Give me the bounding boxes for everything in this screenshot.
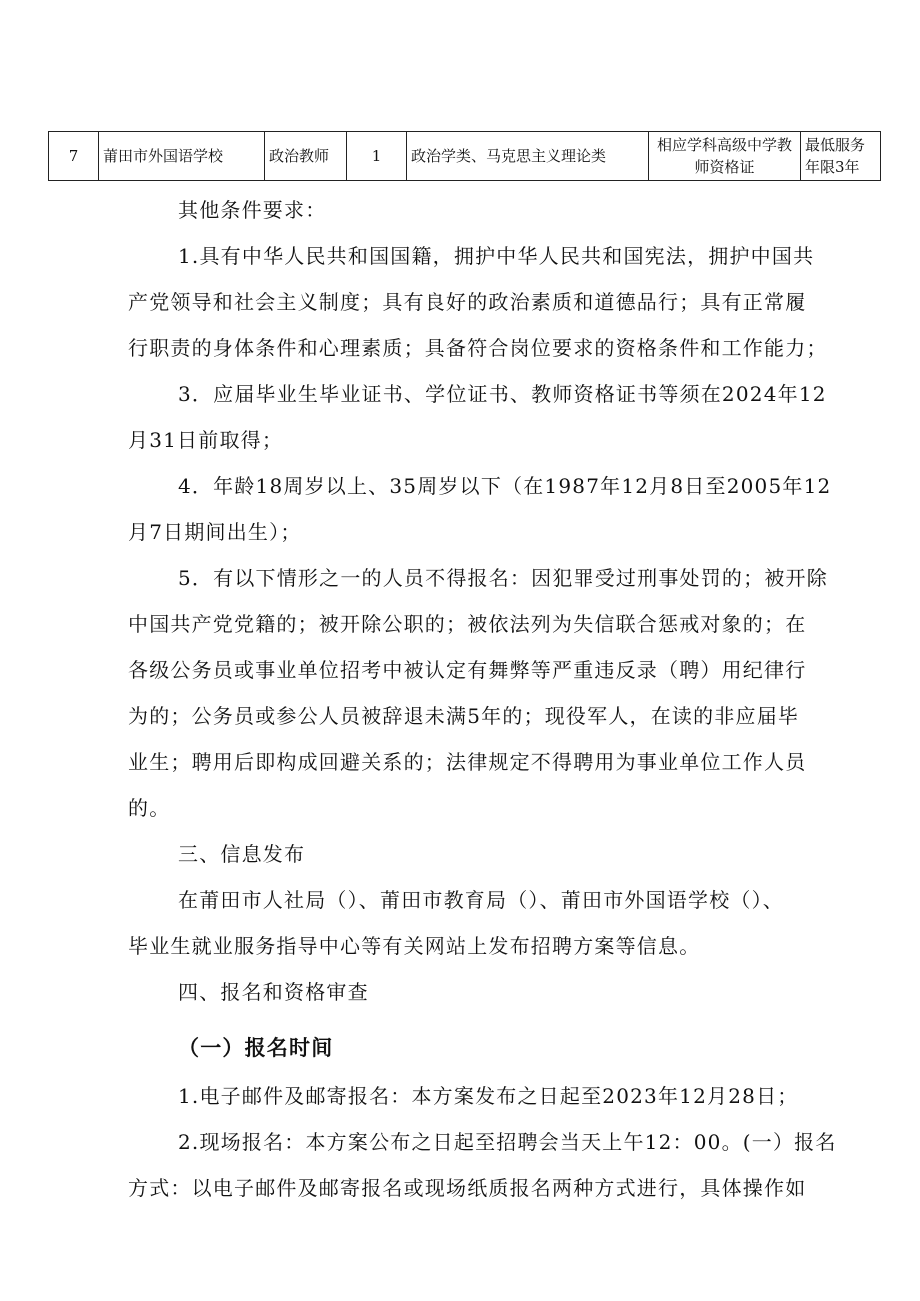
text-line: 方式：以电子邮件及邮寄报名或现场纸质报名两种方式进行，具体操作如 (128, 1176, 807, 1200)
text-line: 4．年龄18周岁以上、35周岁以下（在1987年12月8日至2005年12 (178, 474, 832, 498)
text-line: 在莆田市人社局（）、莆田市教育局（）、莆田市外国语学校（）、 (178, 888, 784, 912)
text-line: 1.具有中华人民共和国国籍，拥护中华人民共和国宪法，拥护中国共 (178, 244, 815, 268)
section-heading: 三、信息发布 (178, 842, 306, 866)
cell-certificate: 相应学科高级中学教师资格证 (649, 132, 801, 181)
text-line: 各级公务员或事业单位招考中被认定有舞弊等严重违反录（聘）用纪律行 (128, 658, 807, 682)
text-line: 其他条件要求： (178, 198, 327, 222)
cell-count: 1 (347, 132, 407, 181)
recruitment-table (48, 131, 881, 181)
cell-position: 政治教师 (265, 132, 347, 181)
text-line: 中国共产党党籍的；被开除公职的；被依法列为失信联合惩戒对象的；在 (128, 612, 807, 636)
text-line: 为的；公务员或参公人员被辞退未满5年的；现役军人，在读的非应届毕 (128, 704, 800, 728)
text-line: 2.现场报名：本方案公布之日起至招聘会当天上午12：00。(一）报名 (178, 1130, 837, 1154)
cell-service-term: 最低服务年限3年 (801, 132, 881, 181)
section-heading: 四、报名和资格审查 (178, 980, 369, 1004)
text-line: 1.电子邮件及邮寄报名：本方案发布之日起至2023年12月28日； (178, 1084, 799, 1108)
text-line: 业生；聘用后即构成回避关系的；法律规定不得聘用为事业单位工作人员 (128, 750, 807, 774)
subsection-heading: （一）报名时间 (178, 1036, 334, 1060)
text-line: 产党领导和社会主义制度；具有良好的政治素质和道德品行；具有正常履 (128, 290, 807, 314)
cell-school: 莆田市外国语学校 (99, 132, 265, 181)
text-line: 行职责的身体条件和心理素质；具备符合岗位要求的资格条件和工作能力； (128, 336, 828, 360)
text-line: 月7日期间出生）； (128, 520, 302, 544)
cell-major: 政治学类、马克思主义理论类 (407, 132, 649, 181)
text-line: 3．应届毕业生毕业证书、学位证书、教师资格证书等须在2024年12 (178, 382, 827, 406)
text-line: 月31日前取得； (128, 428, 284, 452)
table-row (49, 132, 881, 181)
text-line: 的。 (128, 796, 171, 820)
text-line: 5．有以下情形之一的人员不得报名：因犯罪受过刑事处罚的；被开除 (178, 566, 828, 590)
cell-no: 7 (49, 132, 99, 181)
text-line: 毕业生就业服务指导中心等有关网站上发布招聘方案等信息。 (128, 934, 701, 958)
